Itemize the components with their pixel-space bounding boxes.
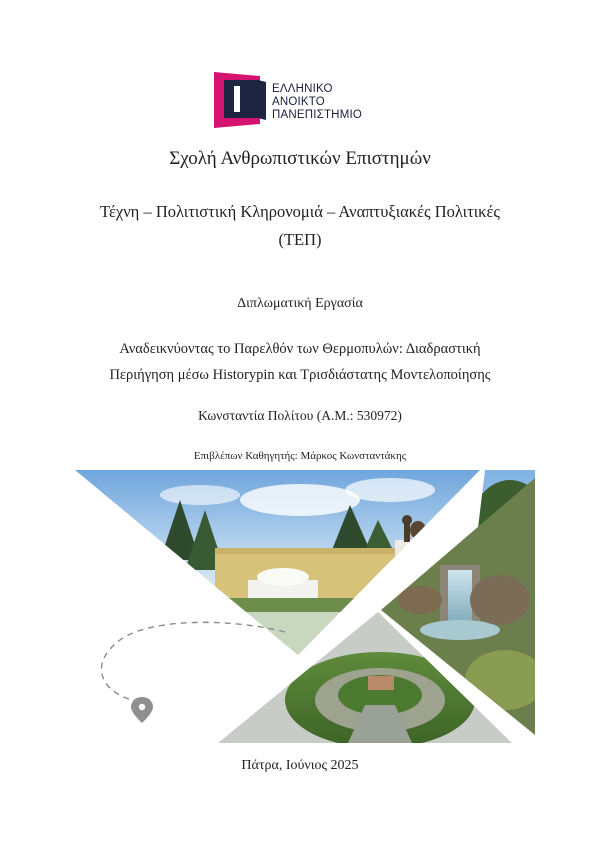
logo-line-2: ΑΝΟΙΚΤΟ	[272, 96, 325, 108]
logo-line-1: ΕΛΛΗΝΙΚΟ	[272, 83, 333, 95]
program-name: Τέχνη – Πολιτιστική Κληρονομιά – Αναπτυξιακές Πολιτικές	[100, 202, 500, 221]
supervisor-name: Επιβλέπων Καθηγητής: Μάρκος Κωνσταντάκης	[193, 450, 407, 462]
program-abbreviation: (ΤΕΠ)	[278, 230, 322, 249]
author-name: Κωνσταντία Πολίτου (Α.Μ.: 530972)	[198, 408, 402, 423]
thesis-title-line-1: Αναδεικνύοντας το Παρελθόν των Θερμοπυλών: Διαδραστική	[119, 341, 481, 357]
place-and-date: Πάτρα, Ιούνιος 2025	[241, 758, 359, 773]
document-type: Διπλωματική Εργασία	[237, 296, 363, 311]
logo-line-3: ΠΑΝΕΠΙΣΤΗΜΙΟ	[272, 109, 363, 121]
dashed-route-line	[101, 622, 285, 700]
school-name: Σχολή Ανθρωπιστικών Επιστημών	[169, 148, 431, 169]
map-pin-icon	[131, 697, 153, 723]
thesis-title-line-2: Περιήγηση μέσω Historypin και Τρισδιάστατης Μοντελοποίησης	[109, 367, 491, 383]
